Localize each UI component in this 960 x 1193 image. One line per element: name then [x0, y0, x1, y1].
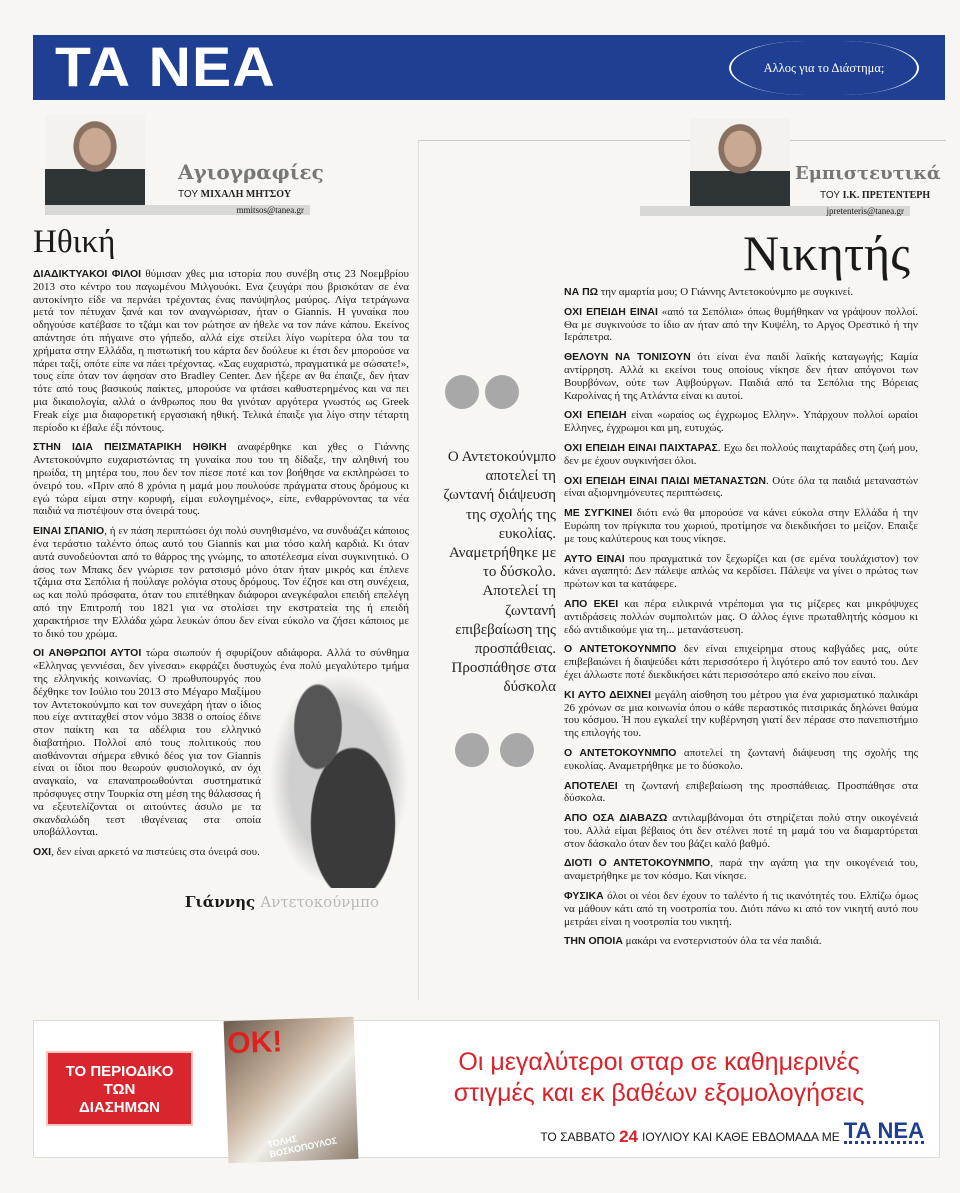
masthead-banner: [33, 35, 945, 100]
column-title: Εμπιστευτικά: [795, 163, 941, 184]
ad-headline-line: Οι μεγαλύτεροι σταρ σε καθημερινές: [458, 1048, 860, 1076]
paragraph: ΦΥΣΙΚΑ όλοι οι νέοι δεν έχουν το ταλέντο ή τις ικανότητές του. Ελπίζω όμως να μάθουν κάτι από τη νοοτροπία του. Διότι πάνω κι από τον νικητή αυτό που μετράει είναι η νοοτροπία του νικητή.: [564, 890, 918, 928]
ad-badge: [46, 1051, 193, 1126]
paragraph: ΟΙ ΑΝΘΡΩΠΟΙ ΑΥΤΟΙ τώρα σιωπούν ή σφυρίζουν αδιάφορα. Αλλά το σύνθημα «Ελληνας γεννιέσαι, δεν γίνεσαι» εκφράζει δυστυχώς ένα πολύ μεγαλύτερο τμήμα της ελληνικής κοινωνίας. Ο πρωθυπουργός που δέχθηκε τον Ιούλιο του 2013 στο Μέγαρο Μαξίμου τον Αντετοκούνμπο και τον συνεχάρη ήταν ο ίδιος που είχε αντιταχθεί στον νόμο 3838 ο οποίος έδινε στον παίκτη και τα αδέλφια του ελληνικό διαβατήριο. Πολλοί από τους πολιτικούς που αισθάνονται σήμερα εθνικό δέος για τον Giannis είναι οι ίδιοι που θεωρούν φυσιολογικό, αν όχι αναγκαίο, να επαναπροωθούνται συστηματικά πρόσφυγες στην Τουρκία στη μέση της θάλασσας ή να εξευτελίζονται οι αιτούντες άσυλο με τα σκανδαλώδη τεστ ιθαγένειας στα οποία υποβάλλονται.: [33, 647, 409, 839]
footer-text: ΤΟ ΣΑΒΒΑΤΟ: [540, 1130, 616, 1144]
newspaper-logo: ΤΑ ΝΕΑ: [55, 35, 276, 98]
paragraph: ΤΗΝ ΟΠΟΙΑ μακάρι να ενστερνιστούν όλα τα νέα παιδιά.: [564, 935, 822, 948]
article-headline: Ηθική: [33, 224, 116, 260]
author-name: Ι.Κ. ΠΡΕΤΕΝΤΕΡΗ: [842, 190, 931, 201]
masthead-tagline: Αλλος για το Διάστημα;: [729, 41, 919, 95]
player-photo: [269, 673, 409, 888]
paragraph: ΟΧΙ ΕΠΕΙΔΗ είναι «ωραίος ως έγχρωμος Ελλην». Υπάρχουν πολλοί ωραίοι Ελληνες, έγχρωμοι και μη, ευτυχώς.: [564, 409, 918, 435]
magazine-logo: OK!: [226, 1025, 283, 1061]
byline: [820, 190, 930, 201]
ad-headline-line: στιγμές και εκ βαθέων εξομολογήσεις: [453, 1079, 865, 1107]
column-title: Αγιογραφίες: [178, 160, 324, 184]
article-headline: Νικητής: [743, 225, 910, 281]
right-article-body: [564, 286, 918, 955]
byline: [178, 189, 291, 200]
author-photo-pretenteris: [690, 118, 790, 206]
divider: [418, 140, 419, 1000]
open-quote-icon: [485, 375, 535, 435]
paragraph: ΜΕ ΣΥΓΚΙΝΕΙ διότι ενώ θα μπορούσε να κάνει εύκολα στην Ελλάδα ή την Ευρώπη τον πρίγκιπα του χωριού, προτίμησε να διεκδικήσει το μείζον. Επαιξε με τους καλύτερους και τους νίκησε.: [564, 507, 918, 545]
ad-headline: [384, 1047, 934, 1109]
paragraph: ΑΠΟΤΕΛΕΙ τη ζωντανή επιβεβαίωση της προσπάθειας. Προσπάθησε στα δύσκολα.: [564, 779, 918, 805]
byline-prefix: ΤΟΥ: [178, 189, 198, 200]
paragraph: ΑΥΤΟ ΕΙΝΑΙ που πραγματικά τον ξεχωρίζει και (σε εμένα τουλάχιστον) τον κάνει αγαπητό: Δεν πάλεψε απλώς να κερδίσει. Πάλεψε να γίνει ο πρώτος των πρώτων και τα κατάφερε.: [564, 552, 918, 591]
paragraph: ΑΠΟ ΟΣΑ ΔΙΑΒΑΖΩ αντιλαμβάνομαι ότι στηρίζεται πολύ στην οικογένειά του. Αλλά είμαι βέβαιος ότι δεν στέλνει ποτέ τη μαμά του να διαμαρτύρεται στον δάσκαλο όταν δεν του βάζει καλό βαθμό.: [564, 812, 918, 850]
author-email: jpretenteris@tanea.gr: [640, 206, 910, 216]
badge-line: ΔΙΑΣΗΜΩΝ: [79, 1098, 160, 1116]
left-article-body: [33, 268, 409, 912]
magazine-advertisement[interactable]: [33, 1020, 940, 1158]
footer-text: ΙΟΥΛΙΟΥ ΚΑΙ ΚΑΘΕ ΕΒΔΟΜΑΔΑ ΜΕ: [642, 1130, 840, 1144]
paragraph: ΝΑ ΠΩ την αμαρτία μου; Ο Γιάννης Αντετοκούνμπο με συγκινεί.: [564, 286, 854, 298]
paragraph: ΣΤΗΝ ΙΔΙΑ ΠΕΙΣΜΑΤΑΡΙΚΗ ΗΘΙΚΗ αναφέρθηκε και χθες ο Γιάννης Αντετοκούνμπο ευχαριστώντας τη γυναίκα που του τη δίδαξε, την αληθινή του ηρωίδα, τη μητέρα του, που δεν τον πίεσε ποτέ και τον βοήθησε να εκπληρώσει το όνειρό του. «Πριν από 8 χρόνια η μαμά μου πουλούσε πράγματα στους δρόμους κι εγώ τώρα είμαι στην κορυφή, είμαι ευλογημένος», είπε, ενθαρρύνοντας τα νέα παιδιά να πιστέψουν στα όνειρά τους.: [33, 441, 410, 518]
close-quote-icon: [500, 733, 550, 793]
paragraph: ΟΧΙ ΕΠΕΙΔΗ ΕΙΝΑΙ ΠΑΙΔΙ ΜΕΤΑΝΑΣΤΩΝ. Ούτε όλα τα παιδιά μεταναστών είναι αξιομνημόνευτες περιπτώσεις.: [564, 474, 918, 500]
magazine-cover: [224, 1017, 359, 1163]
paragraph: ΚΙ ΑΥΤΟ ΔΕΙΧΝΕΙ μεγάλη αίσθηση του μέτρου για ένα χαρισματικό παλικάρι 26 χρόνων σε μια κοινωνία όπου ο κάθε περαστικός πιτσιρικάς δηλώνει θαύμα του κόσμου. Ή που εγκαλεί την κυβέρνηση γιατί δεν πέρασε στο πανεπιστήμιο της επιλογής του.: [564, 688, 918, 740]
paragraph: ΔΙΑΔΙΚΤΥΑΚΟΙ ΦΙΛΟΙ θύμισαν χθες μια ιστορία που συνέβη στις 23 Νοεμβρίου 2013 στο κέντρο του παγωμένου Μιλγουόκι. Ενα ζευγάρι που βρισκόταν σε ένα αυτοκίνητο είδε να περνάει τρέχοντας ένας πανύψηλος μαύρος. Λίγα τετράγωνα μετά τον πέτυχαν ξανά και τον αναγνώρισαν, ήταν ο Giannis. Η γυναίκα που οδηγούσε κατέβασε το τζάμι και τον ρώτησε αν ήθελε να τον πάνε κάπου. Εκείνος απάντησε ότι πήγαινε στο γήπεδο, αλλά είχε στείλει λίγο νωρίτερα όλα του τα χρήματα στην Ελλάδα, η πιστωτική του κάρτα δεν δούλευε κι έτσι δεν μπορούσε να πάρει ταξί, οπότε είπε να πάει τρέχοντας. «Σας ευχαριστώ, πραγματικά με σώσατε!», τους είπε όταν τον άφησαν στο Bradley Center. Δεν ήξερε αν θα έπαιζε, δεν ήταν τότε από τους βασικούς παίκτες, μπορούσε να φτάσει καθυστερημένος και να πει μια δικαιολογία, αλλά ο άνθρωπος που θα γινόταν αργότερα γνωστός ως Greek Freak είχε μια διαφορετική εργασιακή ηθική. Τελικά έπαιξε για λίγο στην τέταρτη περίοδο κι έβαλε έξι πόντους.: [33, 268, 409, 434]
footer-day: 24: [619, 1127, 639, 1146]
paragraph: ΘΕΛΟΥΝ ΝΑ ΤΟΝΙΣΟΥΝ ότι είναι ένα παιδί λαϊκής καταγωγής; Καμία αντίρρηση. Αλλά κι εκείνοι τους οποίους νίκησε δεν ήταν απόγονοι των Βουρβόνων, ούτε των Αψβούργων. Παιδιά από τα Σεπόλια της Βόρειας Καρολίνας ή της Ατλάντα είναι κι αυτοί.: [564, 351, 918, 402]
badge-line: ΤΩΝ: [103, 1080, 136, 1098]
paragraph: ΟΧΙ ΕΠΕΙΔΗ ΕΙΝΑΙ ΠΑΙΧΤΑΡΑΣ. Εχω δει πολλούς παιχταράδες στη ζωή μου, δεν με έχουν συγκινήσει όλοι.: [564, 441, 918, 467]
paragraph: Ο ΑΝΤΕΤΟΚΟΥΝΜΠΟ αποτελεί τη ζωντανή διάψευση της σχολής της ευκολίας. Αναμετρήθηκε με το δύσκολο.: [564, 746, 918, 772]
author-name: ΜΙΧΑΛΗ ΜΗΤΣΟΥ: [200, 189, 292, 200]
paragraph: ΟΧΙ, δεν είναι αρκετό να πιστεύεις στα όνειρά σου.: [33, 846, 260, 859]
close-quote-icon: [455, 733, 505, 793]
paragraph: ΔΙΟΤΙ Ο ΑΝΤΕΤΟΚΟΥΝΜΠΟ, παρά την αγάπη για την οικογένειά του, αναμετρήθηκε με τον κόσμο. Και νίκησε.: [564, 857, 919, 883]
paragraph: Ο ΑΝΤΕΤΟΚΟΥΝΜΠΟ δεν είναι επιχείρημα στους καβγάδες μας, ούτε επιβεβαιώνει ή διαψεύδει κάτι περισσότερο ή λιγότερο από τον εαυτό του. Δεν έχει άλλωστε ποτέ διεκδικήσει κάτι περισσότερο από εκείνο που είναι.: [564, 643, 918, 681]
author-photo-mitsos: [45, 115, 145, 205]
paragraph: ΕΙΝΑΙ ΣΠΑΝΙΟ, ή εν πάση περιπτώσει όχι πολύ συνηθισμένο, να συνδυάζει κάποιος ένα τεράστιο ταλέντο όπως αυτό του Giannis και μια τόσο καλή καρδιά. Κι όταν αυτά συνοδεύονται από το θάρρος της γνώμης, το αποτέλεσμα είναι συγκινητικό. Ο άσος των Μπακς δεν γνώρισε τον ρατσισμό μόνο όταν ήταν μικρός και έπλενε τζάμια στα Σεπόλια ή πούλαγε ρολόγια στους δρόμους. Τον έζησε και στη συνέχεια, ως και πολύ πρόσφατα, όταν του επιτέθηκαν διάφοροι ανεγκέφαλοι επειδή επελέγη από την Επιτροπή του 1821 για να στολίσει την εκστρατεία της ή επειδή χαρακτήρισε την Ελλάδα χώρα λευκών όπου δεν είναι εύκολο να ζήσει κάποιος με το δικό του χρώμα.: [33, 525, 410, 640]
badge-line: ΤΟ ΠΕΡΙΟΔΙΚΟ: [65, 1062, 174, 1080]
ad-footer: [540, 1118, 924, 1146]
ta-nea-logo: ΤΑ ΝΕΑ: [843, 1118, 924, 1143]
cover-name: ΤΟΛΗΣ ΒΟΣΚΟΠΟΥΛΟΣ: [266, 1133, 338, 1160]
photo-caption: Γιάννης Αντετοκούνμπο: [184, 893, 379, 912]
paragraph: ΟΧΙ ΕΠΕΙΔΗ ΕΙΝΑΙ «από τα Σεπόλια» όπως θυμήθηκαν να γράψουν πολλοί. Θα με συγκινούσε το ίδιο αν ήταν από την Κυψέλη, το Αργος Ορεστικό ή την Ιεράπετρα.: [564, 305, 918, 344]
author-email: mmitsos@tanea.gr: [45, 205, 310, 215]
divider: [418, 140, 946, 141]
pull-quote: Ο Αντετοκούνμπο αποτελεί τη ζωντανή διάψευση της σχολής της ευκολίας. Αναμετρήθηκε με το δύσκολο. Αποτελεί τη ζωντανή επιβεβαίωση της προσπάθειας. Προσπάθησε στα δύσκολα: [443, 449, 556, 696]
paragraph: ΑΠΟ ΕΚΕΙ και πέρα ειλικρινά ντρέπομαι για τις μίζερες και μικρόψυχες αντιδράσεις πολλών συμπολιτών μας. Ο άλλος έγινε πρωταθλητής κόσμου κι εδώ αντιδικούμε για τη... μετανάστευση.: [564, 597, 918, 636]
byline-prefix: ΤΟΥ: [820, 190, 840, 201]
